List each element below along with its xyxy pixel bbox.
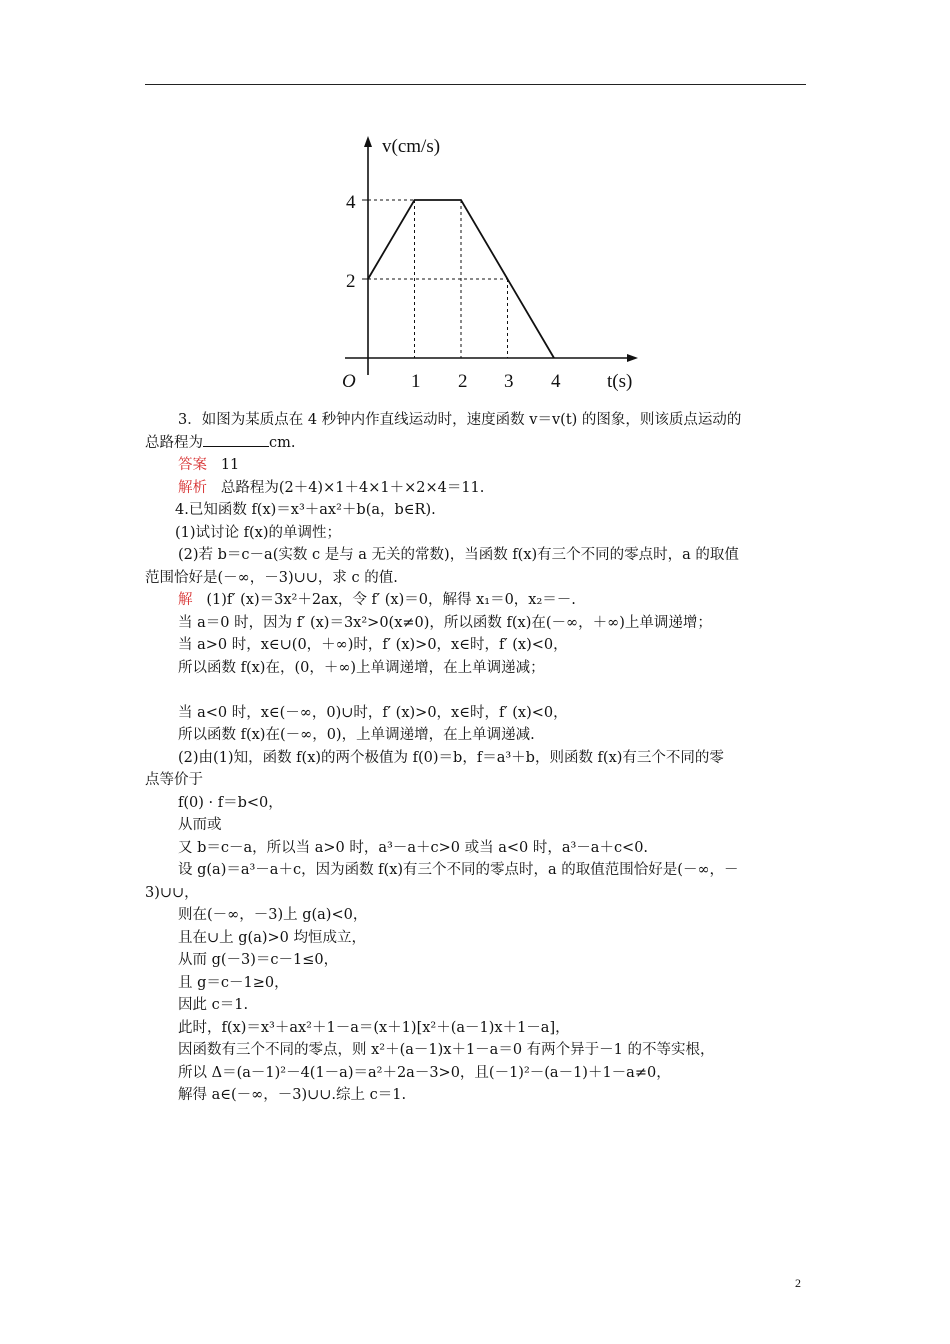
q3-line-2: 总路程为 cm. — [145, 432, 806, 455]
solution-line-7: (2)由(1)知，函数 f(x)的两个极值为 f(0)＝b，f＝a³＋b，则函数 f(x)有三个不同的零 — [178, 749, 724, 766]
x-axis-arrow — [627, 354, 638, 362]
q4-stem: 4.已知函数 f(x)＝x³＋ax²＋b(a，b∈R). — [175, 502, 436, 518]
solution-line-16: 从而 g(－3)＝c－1≤0， — [178, 952, 339, 968]
q3-answer: 答案 11 — [178, 457, 240, 473]
blank-line — [145, 679, 806, 702]
x-tick-label-2: 2 — [458, 371, 468, 392]
q4-part-2-line-2: 范围恰好是(－∞，－3)∪∪，求 c 的值. — [145, 569, 398, 586]
q4-part-1: (1)试讨论 f(x)的单调性； — [175, 524, 342, 541]
y-tick-label-2: 2 — [346, 271, 356, 292]
solution-line-4: 所以函数 f(x)在，(0，＋∞)上单调递增，在上单调递减； — [178, 659, 545, 676]
solution-line-1: 解 (1)f′ (x)＝3x²＋2ax，令 f′ (x)＝0，解得 x₁＝0，x₂＝－. — [178, 592, 576, 608]
y-tick-label-4: 4 — [346, 192, 356, 213]
graph-guides — [362, 200, 508, 358]
solution-line-20: 因函数有三个不同的零点，则 x²＋(a－1)x＋1－a＝0 有两个异于－1 的不等实根， — [178, 1042, 715, 1058]
solution-line-14: 则在(－∞，－3)上 g(a)<0， — [178, 907, 368, 923]
origin-label: O — [342, 371, 356, 392]
header-rule — [145, 84, 806, 85]
q3-line-1: 3．如图为某质点在 4 秒钟内作直线运动时，速度函数 v＝v(t) 的图象，则该质点运动的 — [178, 412, 742, 428]
velocity-time-graph — [335, 125, 650, 403]
y-axis-label: v(cm/s) — [382, 136, 441, 157]
document-body — [145, 409, 806, 1107]
solution-line-19: 此时，f(x)＝x³＋ax²＋1－a＝(x＋1)[x²＋(a－1)x＋1－a]， — [178, 1019, 570, 1036]
x-tick-label-1: 1 — [411, 371, 421, 392]
solution-line-17: 且 g＝c－1≥0， — [178, 974, 289, 991]
solution-line-9: f(0) · f＝b<0， — [178, 794, 283, 811]
solution-line-8: 点等价于 — [145, 772, 203, 788]
solution-line-15: 且在∪上 g(a)>0 均恒成立， — [178, 929, 366, 946]
answer-blank — [203, 432, 269, 447]
solution-label: 解 — [178, 592, 193, 608]
q4-part-2-line-1: (2)若 b＝c－a(实数 c 是与 a 无关的常数)，当函数 f(x)有三个不同的零点时，a 的取值 — [178, 547, 739, 563]
page-number: 2 — [795, 1276, 801, 1290]
solution-line-18: 因此 c＝1. — [178, 997, 249, 1013]
answer-label: 答案 — [178, 457, 207, 473]
solution-line-13: 3)∪∪， — [145, 884, 199, 901]
solution-line-10: 从而或 — [178, 817, 222, 833]
x-tick-label-4: 4 — [551, 371, 561, 392]
graph-axes — [345, 136, 638, 375]
analysis-label: 解析 — [178, 479, 207, 496]
solution-line-6: 所以函数 f(x)在(－∞，0)，上单调递增，在上单调递减. — [178, 727, 535, 743]
solution-line-2: 当 a＝0 时，因为 f′ (x)＝3x²>0(x≠0)，所以函数 f(x)在(－∞，＋∞)上单调递增； — [178, 614, 712, 631]
solution-line-11: 又 b＝c－a，所以当 a>0 时，a³－a＋c>0 或当 a<0 时，a³－a＋c<0. — [178, 839, 649, 856]
x-tick-label-3: 3 — [504, 371, 514, 392]
y-axis-arrow — [364, 136, 372, 147]
graph-svg — [335, 125, 650, 403]
solution-line-5: 当 a<0 时，x∈(－∞，0)∪时，f′ (x)>0，x∈时，f′ (x)<0， — [178, 704, 568, 721]
q3-analysis: 解析 总路程为(2＋4)×1＋4×1＋×2×4＝11. — [178, 479, 485, 496]
x-axis-label: t(s) — [607, 371, 633, 392]
solution-line-22: 解得 a∈(－∞，－3)∪∪.综上 c＝1. — [178, 1087, 407, 1103]
solution-line-21: 所以 Δ＝(a－1)²－4(1－a)＝a²＋2a－3>0，且(－1)²－(a－1)＋1－a≠0， — [178, 1064, 671, 1081]
solution-line-12: 设 g(a)＝a³－a＋c，因为函数 f(x)有三个不同的零点时，a 的取值范围恰好是(－∞，－ — [178, 862, 739, 878]
solution-line-3: 当 a>0 时，x∈∪(0，＋∞)时，f′ (x)>0，x∈时，f′ (x)<0， — [178, 637, 568, 653]
